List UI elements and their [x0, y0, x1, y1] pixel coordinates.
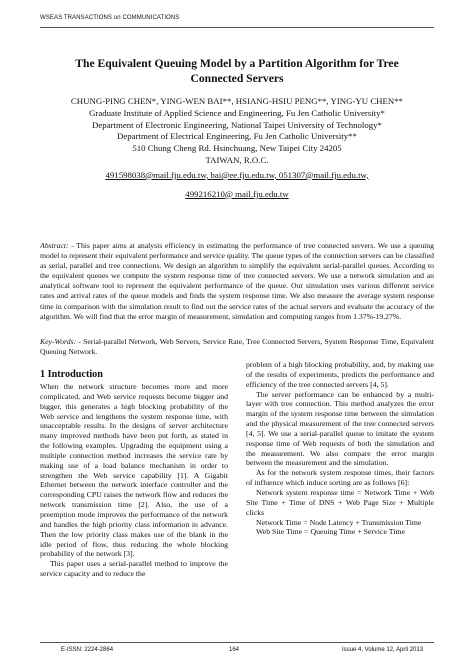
title-line-1: The Equivalent Queuing Model by a Partition Algorithm for Tree [75, 57, 399, 70]
affiliation-3: Department of Electrical Engineering, Fu Jen Catholic University** [117, 131, 357, 142]
body-paragraph: The server performance can be enhanced by a multi-layer with tree connection. This method analyzes the error margin of the system response time between the simulation and the physical measurement of the tree connected servers [4, 5]. We use a serial-parallel queue to imitate the system response time of Web requests of both the simulation and the measurement. We also compare the error margin between the measurement and the simulation. [246, 389, 434, 468]
affiliation-address: 510 Chung Cheng Rd. Hsinchuang, New Taipei City 24205 [132, 143, 342, 154]
author-names: CHUNG-PING CHEN*, YING-WEN BAI**, HSIANG-HSIU PENG**, YING-YU CHEN** [70, 96, 404, 106]
formula-response-time: Network system response time = Network Time + Web Site Time + Time of DNS + Web Page Size + Multiple clicks [246, 487, 434, 517]
keywords-label: Key-Words: [40, 337, 77, 346]
keywords [40, 337, 434, 357]
affiliation-2: Department of Electronic Engineering, National Taipei University of Technology* [92, 119, 382, 130]
running-head: WSEAS TRANSACTIONS on COMMUNICATIONS [40, 15, 180, 21]
affiliation-country: TAIWAN, R.O.C. [205, 154, 269, 165]
body-paragraph: As for the network system response times, their factors of influence which induce sorting are as follows [6]: [246, 468, 434, 488]
footer-issn: E-ISSN: 2224-2864 [61, 647, 114, 653]
body-paragraph: problem of a high blocking probability, and, by making use of the results of experiments, predicts the performance and efficiency of the tree connected servers [4, 5]. [246, 360, 434, 389]
section-heading: 1 Introduction [40, 369, 103, 380]
left-column [40, 369, 228, 579]
email-link-2[interactable]: 499216210@ mail.fju.edu.tw [185, 188, 289, 199]
right-column [246, 360, 434, 537]
abstract-text: - This paper aims at analysis efficiency in estimating the performance of tree connected servers. We use a queuing model to represent their equivalent performance and service quality. The queue types of the connection servers can be classified as serial, parallel and tree connections. We design an algorithm to simplify the equivalent serial-parallel queues. According to the equivalent queues we compute the system response time of tree connected servers. We use a network simulation and an analytical software tool to represent the equivalent performance of the queue. Our simulation uses various different service rates and arrival rates of the queue models and finds the system response time. We also measure the average system response time in comparison with the simulation result to find out the service rates of the actual servers and evaluate the accuracy of the algorithm. We will find that the error margin of measurement, simulation and computing ranges from 1.37%-19.27%. [40, 241, 434, 321]
email-links-1[interactable]: 491598038@mail.fju.edu.tw, bai@ee.fju.edu.tw, 051307@mail.fju.edu.tw, [105, 169, 369, 180]
abstract-label: Abstract: [40, 241, 69, 250]
abstract [40, 241, 434, 322]
formula-web-site-time: Web Site Time = Queuing Time + Service Time [256, 527, 405, 537]
affiliation-1: Graduate Institute of Applied Science and Engineering, Fu Jen Catholic University* [89, 107, 385, 118]
header-rule [40, 27, 434, 28]
author-block [40, 96, 434, 200]
footer-rule [40, 642, 434, 643]
paper-title [50, 56, 424, 86]
keywords-text: - Serial-parallel Network, Web Servers, Service Rate, Tree Connected Servers, System Response Time, Equivalent Queuing Network. [40, 337, 434, 357]
body-paragraph: This paper uses a serial-parallel method to improve the service capacity and to reduce the [40, 559, 228, 579]
title-line-2: Connected Servers [190, 72, 284, 85]
formula-network-time: Network Time = Node Latency + Transmission Time [256, 517, 422, 527]
footer-page-number: 164 [229, 647, 240, 653]
body-paragraph: When the network structure becomes more and more complicated, and Web service requests become bigger and bigger, this generates a high blocking probability of the Web service and lengthens the system response time, with unacceptable results. In the designs of server architecture many improved methods have been put forth, as stated in the following examples. Upgrading the equipment using a multiple connection method increases the service rate by making use of a load balance mechanism in order to strengthen the Web service capability [1]. A Gigabit Ethernet between the network interface controller and the corresponding CPU raises the network flow and reduces the network transmission time [2]. Also, the use of a preemption mode improves the performance of the network and handles the high priority class information in advance. Then the low priority class makes use of the blank in the idle period of flow, thus reducing the whole blocking probability of the network [3]. [40, 382, 228, 559]
footer-issue: Issue 4, Volume 12, April 2013 [342, 647, 424, 653]
